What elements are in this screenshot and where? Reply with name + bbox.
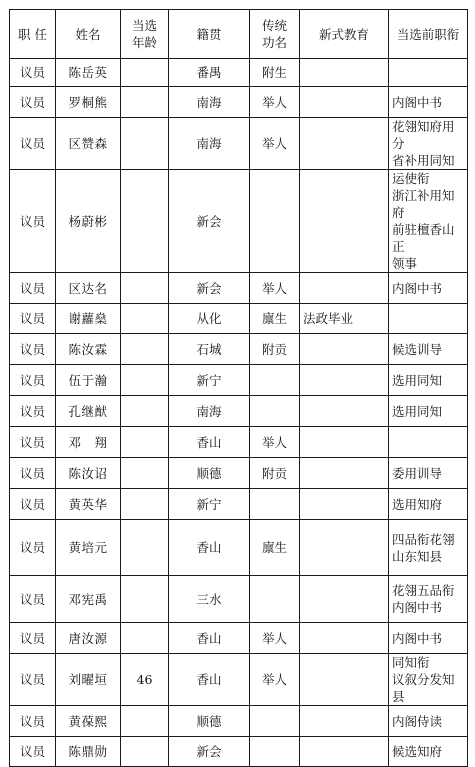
cell-trad: 附贡 <box>250 458 300 489</box>
cell-edu <box>300 654 389 706</box>
table-row <box>10 273 468 304</box>
cell-age <box>121 273 169 304</box>
cell-age <box>121 334 169 365</box>
cell-trad <box>250 576 300 623</box>
cell-prev: 委用训导 <box>389 458 468 489</box>
cell-role: 议员 <box>10 458 56 489</box>
cell-trad <box>250 396 300 427</box>
table-row <box>10 304 468 334</box>
cell-prev <box>389 304 468 334</box>
cell-role: 议员 <box>10 520 56 576</box>
cell-name: 陈鼎勋 <box>56 737 121 767</box>
cell-age <box>121 576 169 623</box>
cell-prev: 内阁中书 <box>389 623 468 654</box>
cell-origin: 新会 <box>169 737 250 767</box>
cell-age <box>121 59 169 87</box>
cell-age <box>121 118 169 170</box>
cell-prev <box>389 59 468 87</box>
cell-age <box>121 396 169 427</box>
cell-prev: 花翎五品衔 内阁中书 <box>389 576 468 623</box>
cell-trad: 举人 <box>250 273 300 304</box>
cell-origin: 新宁 <box>169 489 250 520</box>
cell-origin: 新会 <box>169 170 250 273</box>
cell-name: 孔继猷 <box>56 396 121 427</box>
table-row <box>10 489 468 520</box>
cell-edu <box>300 365 389 396</box>
header-row <box>10 10 468 59</box>
cell-role: 议员 <box>10 427 56 458</box>
cell-origin: 香山 <box>169 654 250 706</box>
header-role: 职 任 <box>10 10 56 59</box>
cell-origin: 香山 <box>169 623 250 654</box>
header-trad: 传统 功名 <box>250 10 300 59</box>
cell-origin: 从化 <box>169 304 250 334</box>
cell-role: 议员 <box>10 87 56 118</box>
cell-age: 46 <box>121 654 169 706</box>
cell-age <box>121 170 169 273</box>
cell-trad <box>250 706 300 737</box>
table-row <box>10 170 468 273</box>
table-row <box>10 87 468 118</box>
cell-edu <box>300 87 389 118</box>
cell-age <box>121 520 169 576</box>
cell-name: 邓宪禹 <box>56 576 121 623</box>
cell-name: 区达名 <box>56 273 121 304</box>
cell-role: 议员 <box>10 365 56 396</box>
cell-edu <box>300 489 389 520</box>
cell-age <box>121 706 169 737</box>
cell-prev: 四品衔花翎 山东知县 <box>389 520 468 576</box>
cell-edu <box>300 623 389 654</box>
table-row <box>10 654 468 706</box>
cell-name: 黄英华 <box>56 489 121 520</box>
cell-name: 黄培元 <box>56 520 121 576</box>
cell-edu <box>300 334 389 365</box>
cell-trad: 附生 <box>250 59 300 87</box>
table-body <box>10 59 468 767</box>
cell-trad <box>250 737 300 767</box>
header-prev: 当选前职衔 <box>389 10 468 59</box>
cell-prev: 同知衔 议叙分发知县 <box>389 654 468 706</box>
cell-role: 议员 <box>10 654 56 706</box>
cell-name: 谢蘿燊 <box>56 304 121 334</box>
cell-edu <box>300 737 389 767</box>
cell-name: 唐汝源 <box>56 623 121 654</box>
cell-name: 区赞森 <box>56 118 121 170</box>
cell-name: 伍于瀚 <box>56 365 121 396</box>
cell-origin: 三水 <box>169 576 250 623</box>
cell-origin: 新宁 <box>169 365 250 396</box>
cell-role: 议员 <box>10 576 56 623</box>
table-row <box>10 396 468 427</box>
table-row <box>10 706 468 737</box>
cell-prev: 内阁中书 <box>389 273 468 304</box>
table-row <box>10 737 468 767</box>
cell-age <box>121 623 169 654</box>
cell-prev: 花翎知府用分 省补用同知 <box>389 118 468 170</box>
cell-trad: 举人 <box>250 623 300 654</box>
table-row <box>10 520 468 576</box>
cell-origin: 顺德 <box>169 458 250 489</box>
cell-edu <box>300 273 389 304</box>
cell-name: 黄葆熙 <box>56 706 121 737</box>
cell-name: 刘曜垣 <box>56 654 121 706</box>
table-row <box>10 427 468 458</box>
cell-prev: 运使衔 浙江补用知府 前驻檀香山正 领事 <box>389 170 468 273</box>
cell-trad: 举人 <box>250 118 300 170</box>
cell-origin: 南海 <box>169 396 250 427</box>
cell-age <box>121 304 169 334</box>
cell-age <box>121 365 169 396</box>
table-row <box>10 334 468 365</box>
cell-trad: 举人 <box>250 87 300 118</box>
cell-origin: 新会 <box>169 273 250 304</box>
cell-prev: 候选知府 <box>389 737 468 767</box>
cell-prev: 选用同知 <box>389 396 468 427</box>
cell-origin: 石城 <box>169 334 250 365</box>
cell-edu <box>300 706 389 737</box>
cell-prev: 选用知府 <box>389 489 468 520</box>
table-row <box>10 59 468 87</box>
cell-prev: 选用同知 <box>389 365 468 396</box>
cell-trad: 附贡 <box>250 334 300 365</box>
cell-origin: 香山 <box>169 520 250 576</box>
cell-edu <box>300 118 389 170</box>
cell-trad: 举人 <box>250 427 300 458</box>
header-name: 姓名 <box>56 10 121 59</box>
cell-age <box>121 489 169 520</box>
cell-origin: 顺德 <box>169 706 250 737</box>
cell-edu <box>300 59 389 87</box>
cell-edu <box>300 520 389 576</box>
header-age: 当选 年龄 <box>121 10 169 59</box>
cell-trad: 廪生 <box>250 304 300 334</box>
cell-origin: 南海 <box>169 87 250 118</box>
cell-name: 杨蔚彬 <box>56 170 121 273</box>
cell-role: 议员 <box>10 334 56 365</box>
cell-trad: 廪生 <box>250 520 300 576</box>
table-row <box>10 458 468 489</box>
cell-origin: 番禺 <box>169 59 250 87</box>
cell-trad <box>250 365 300 396</box>
table-row <box>10 365 468 396</box>
cell-name: 罗桐熊 <box>56 87 121 118</box>
cell-prev <box>389 427 468 458</box>
cell-role: 议员 <box>10 489 56 520</box>
cell-role: 议员 <box>10 737 56 767</box>
cell-origin: 香山 <box>169 427 250 458</box>
header-edu: 新式教育 <box>300 10 389 59</box>
cell-prev: 候选训导 <box>389 334 468 365</box>
cell-age <box>121 427 169 458</box>
cell-role: 议员 <box>10 273 56 304</box>
cell-name: 陈汝诏 <box>56 458 121 489</box>
cell-trad <box>250 489 300 520</box>
cell-role: 议员 <box>10 118 56 170</box>
table-row <box>10 576 468 623</box>
cell-name: 陈岳英 <box>56 59 121 87</box>
cell-name: 陈汝霖 <box>56 334 121 365</box>
cell-role: 议员 <box>10 59 56 87</box>
cell-origin: 南海 <box>169 118 250 170</box>
cell-role: 议员 <box>10 304 56 334</box>
cell-trad <box>250 170 300 273</box>
cell-name: 邓 翔 <box>56 427 121 458</box>
cell-edu: 法政毕业 <box>300 304 389 334</box>
cell-edu <box>300 396 389 427</box>
table-row <box>10 623 468 654</box>
page <box>9 9 467 759</box>
cell-edu <box>300 170 389 273</box>
cell-age <box>121 458 169 489</box>
cell-trad: 举人 <box>250 654 300 706</box>
cell-role: 议员 <box>10 396 56 427</box>
cell-role: 议员 <box>10 706 56 737</box>
cell-edu <box>300 576 389 623</box>
cell-prev: 内阁中书 <box>389 87 468 118</box>
cell-role: 议员 <box>10 170 56 273</box>
cell-age <box>121 87 169 118</box>
header-origin: 籍贯 <box>169 10 250 59</box>
cell-edu <box>300 458 389 489</box>
cell-prev: 内阁侍读 <box>389 706 468 737</box>
table-row <box>10 118 468 170</box>
member-table <box>9 9 468 767</box>
cell-edu <box>300 427 389 458</box>
cell-age <box>121 737 169 767</box>
cell-role: 议员 <box>10 623 56 654</box>
